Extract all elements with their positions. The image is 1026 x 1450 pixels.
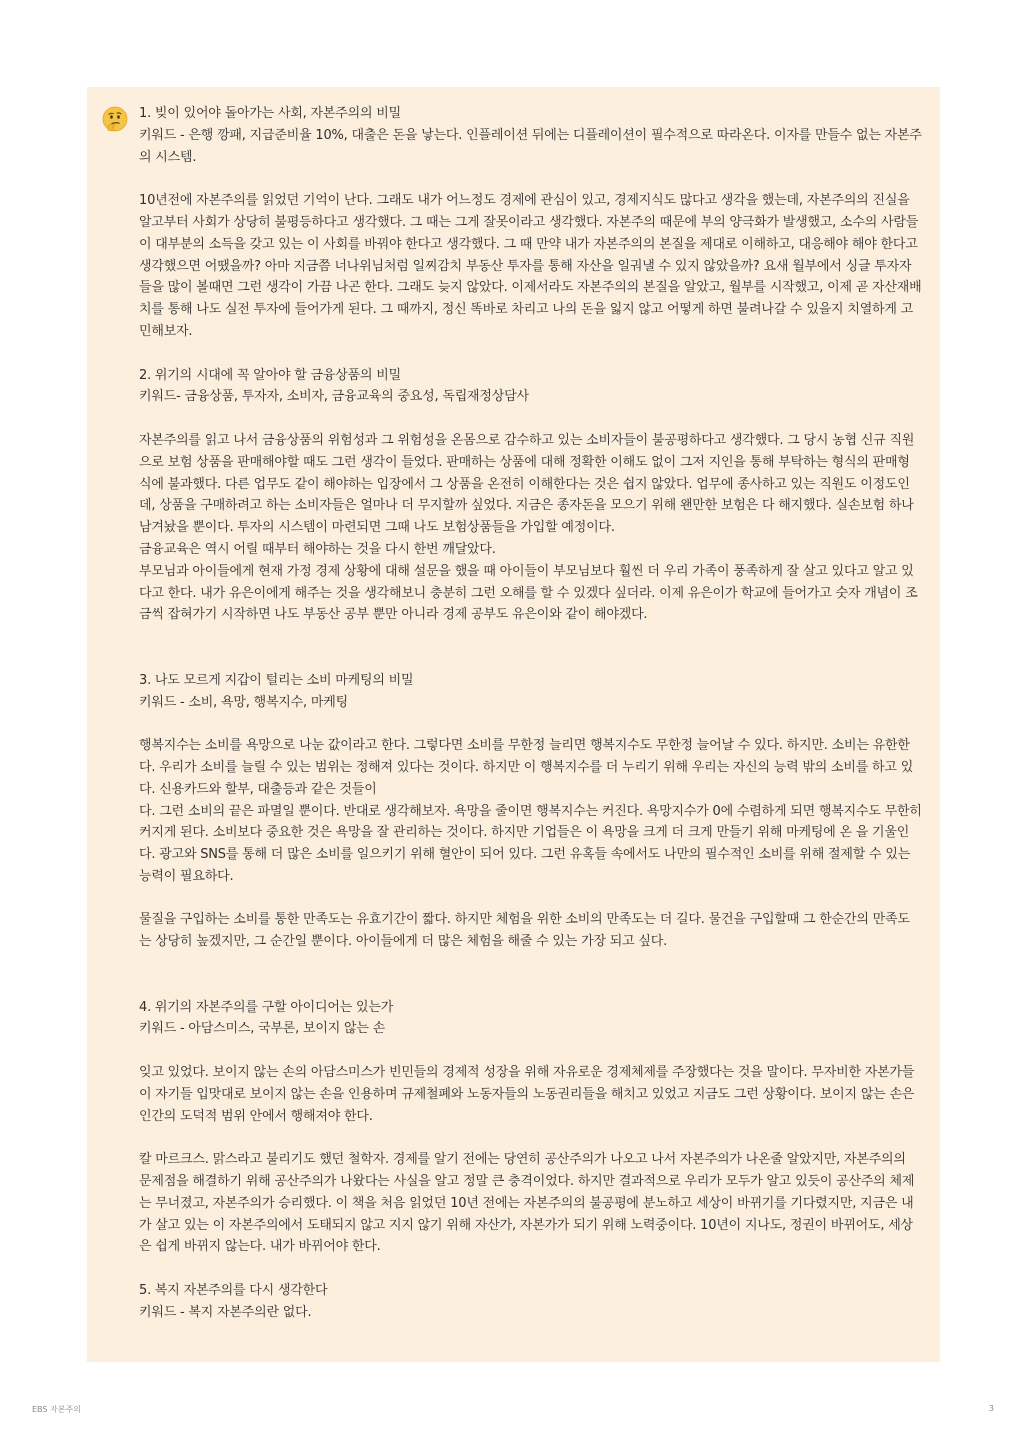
section-1-paragraph-1: 10년전에 자본주의를 읽었던 기억이 난다. 그래도 내가 어느정도 경제에 관심이 있고, 경제지식도 많다고 생각을 했는데, 자본주의의 진실을 알고부터 사회가 상당히 불평등하다고 생각했다. 그 때는 그게 잘못이라고 생각했다. 자본주의 때문에 부의 양극화가 발생했고, 소수의 사람들이 대부분의 소득을 갖고 있는 이 사회를 바꿔야 한다고 생각했다. 그 때 만약 내가 자본주의의 본질을 제대로 이해하고, 대응해야 해야 한다고 생각했으면 어땠을까? 아마 지금쯤 너나위님처럼 일찌감치 부동산 투자를 통해 자산을 일궈낼 수 있지 않았을까? 요새 월부에서 싱글 투자자들을 많이 볼때면 그런 생각이 가끔 나곤 한다. 그래도 늦지 않았다. 이제서라도 자본주의의 본질을 알았고, 월부를 시작했고, 이제 곧 자산재배치를 통해 나도 실전 투자에 들어가게 된다. 그 때까지, 정신 똑바로 차리고 나의 돈을 잃지 않고 어떻게 하면 불려나갈 수 있을지 치열하게 고민해보자.	[139, 193, 922, 339]
section-1-keywords: 키워드 - 은행 깡패, 지급준비율 10%, 대출은 돈을 낳는다. 인플레이션 뒤에는 디플레이션이 필수적으로 따라온다. 이자를 만들수 없는 자본주의 시스템.	[139, 127, 922, 165]
section-3-paragraph-1: 행복지수는 소비를 욕망으로 나눈 값이라고 한다. 그렇다면 소비를 무한정 늘리면 행복지수도 무한정 늘어날 수 있다. 하지만. 소비는 유한한다. 우리가 소비를 늘릴 수 있는 범위는 정해져 있다는 것이다. 하지만 이 행복지수를 더 누리기 위해 우리는 자신의 능력 밖의 소비를 하고 있다. 신용카드와 할부, 대출등과 같은 것들이	[139, 738, 914, 797]
section-4-keywords: 키워드 - 아담스미스, 국부론, 보이지 않는 손	[139, 1021, 386, 1037]
section-1-title: 1. 빚이 있어야 돌아가는 사회, 자본주의의 비밀	[139, 106, 401, 121]
thinking-face-icon	[102, 106, 128, 132]
section-2-paragraph-2: 금융교육은 역시 어릴 때부터 해야하는 것을 다시 한번 깨달았다.	[139, 541, 496, 557]
section-3-title: 3. 나도 모르게 지갑이 털리는 소비 마케팅의 비밀	[139, 672, 414, 688]
section-2-keywords: 키워드- 금융상품, 투자자, 소비자, 금융교육의 중요성, 독립재정상담사	[139, 389, 529, 405]
section-5-title: 5. 복지 자본주의를 다시 생각한다	[139, 1283, 328, 1299]
section-2-paragraph-3: 부모님과 아이들에게 현재 가정 경제 상황에 대해 설문을 했을 때 아이들이 부모님보다 훨씬 더 우리 가족이 풍족하게 잘 살고 있다고 알고 있다고 한다. 내가 유은이에게 해주는 것을 생각해보니 충분히 그런 오해를 할 수 있겠다 싶더라. 이제 유은이가 학교에 들어가고 숫자 개념이 조금씩 잡혀가기 시작하면 나도 부동산 공부 뿐만 아니라 경제 공부도 유은이와 같이 해야겠다.	[139, 563, 918, 623]
section-3-keywords: 키워드 - 소비, 욕망, 행복지수, 마케팅	[139, 694, 348, 710]
section-2-title: 2. 위기의 시대에 꼭 알아야 할 금융상품의 비밀	[139, 367, 401, 383]
section-4-paragraph-2: 칼 마르크스. 맑스라고 불리기도 했던 철학자. 경제를 알기 전에는 당연히 공산주의가 나오고 나서 자본주의가 나온줄 알았지만, 자본주의의 문제점을 해결하기 위해 공산주의가 나왔다는 사실을 알고 정말 큰 충격이었다. 하지만 결과적으로 우리가 모두가 알고 있듯이 공산주의 체제는 무너졌고, 자본주의가 승리했다. 이 책을 처음 읽었던 10년 전에는 자본주의의 불공평에 분노하고 세상이 바뀌기를 기다렸지만, 지금은 내가 살고 있는 이 자본주의에서 도태되지 않고 지지 않기 위해 자산가, 자본가가 되기 위해 노력중이다. 10년이 지나도, 정권이 바뀌어도, 세상은 쉽게 바뀌지 않는다. 내가 바뀌어야 한다.	[139, 1152, 915, 1255]
section-4-title: 4. 위기의 자본주의를 구할 아이디어는 있는가	[139, 999, 394, 1015]
section-5-keywords: 키워드 - 복지 자본주의란 없다.	[139, 1304, 312, 1320]
footer-page-number: 3	[988, 1404, 994, 1413]
section-4-paragraph-1: 잊고 있었다. 보이지 않는 손의 아담스미스가 빈민들의 경제적 성장을 위해 자유로운 경제체제를 주장했다는 것을 말이다. 무자비한 자본가들이 자기들 입맛대로 보이지 않는 손을 인용하며 규제철폐와 노동자들의 노동권리들을 해치고 있었고 지금도 그런 상황이다. 보이지 않는 손은 인간의 도덕적 범위 안에서 행해져야 한다.	[139, 1065, 915, 1124]
section-3-paragraph-2: 다. 그런 소비의 끝은 파멸일 뿐이다. 반대로 생각해보자. 욕망을 줄이면 행복지수는 커진다. 욕망지수가 0에 수렴하게 되면 행복지수도 무한히 커지게 된다. 소비보다 중요한 것은 욕망을 잘 관리하는 것이다. 하지만 기업들은 이 욕망을 크게 더 크게 만들기 위해 마케팅에 온 을 기울인다. 광고와 SNS를 통해 더 많은 소비를 일으키기 위해 혈안이 되어 있다. 그런 유혹들 속에서도 나만의 필수적인 소비를 위해 절제할 수 있는 능력이 필요하다.	[139, 803, 922, 884]
section-3-paragraph-3: 물질을 구입하는 소비를 통한 만족도는 유효기간이 짧다. 하지만 체험을 위한 소비의 만족도는 더 길다. 물건을 구입할때 그 한순간의 만족도는 상당히 높겠지만, 그 순간일 뿐이다. 아이들에게 더 많은 체험을 해줄 수 있는 가장 되고 싶다.	[139, 912, 910, 950]
footer-document-title: EBS 자본주의	[32, 1405, 81, 1414]
callout-content	[139, 103, 922, 1324]
section-2-paragraph-1: 자본주의를 읽고 나서 금융상품의 위험성과 그 위험성을 온몸으로 감수하고 있는 소비자들이 불공평하다고 생각했다. 그 당시 농협 신규 직원으로 보험 상품을 판매해야할 때도 그런 생각이 들었다. 판매하는 상품에 대해 정확한 이해도 없이 그저 지인을 통해 부탁하는 형식의 판매형식에 불과했다. 다른 업무도 같이 해야하는 입장에서 그 상품을 온전히 이해한다는 것은 쉽지 않았다. 업무에 종사하고 있는 직원도 이정도인데, 상품을 구매하려고 하는 소비자들은 얼마나 더 무지할까 싶었다. 지금은 종자돈을 모으기 위해 왠만한 보험은 다 해지했다. 실손보험 하나 남겨놨을 뿐이다. 투자의 시스템이 마련되면 그때 나도 보험상품들을 가입할 예정이다.	[139, 432, 915, 536]
reflection-callout	[87, 87, 940, 1362]
